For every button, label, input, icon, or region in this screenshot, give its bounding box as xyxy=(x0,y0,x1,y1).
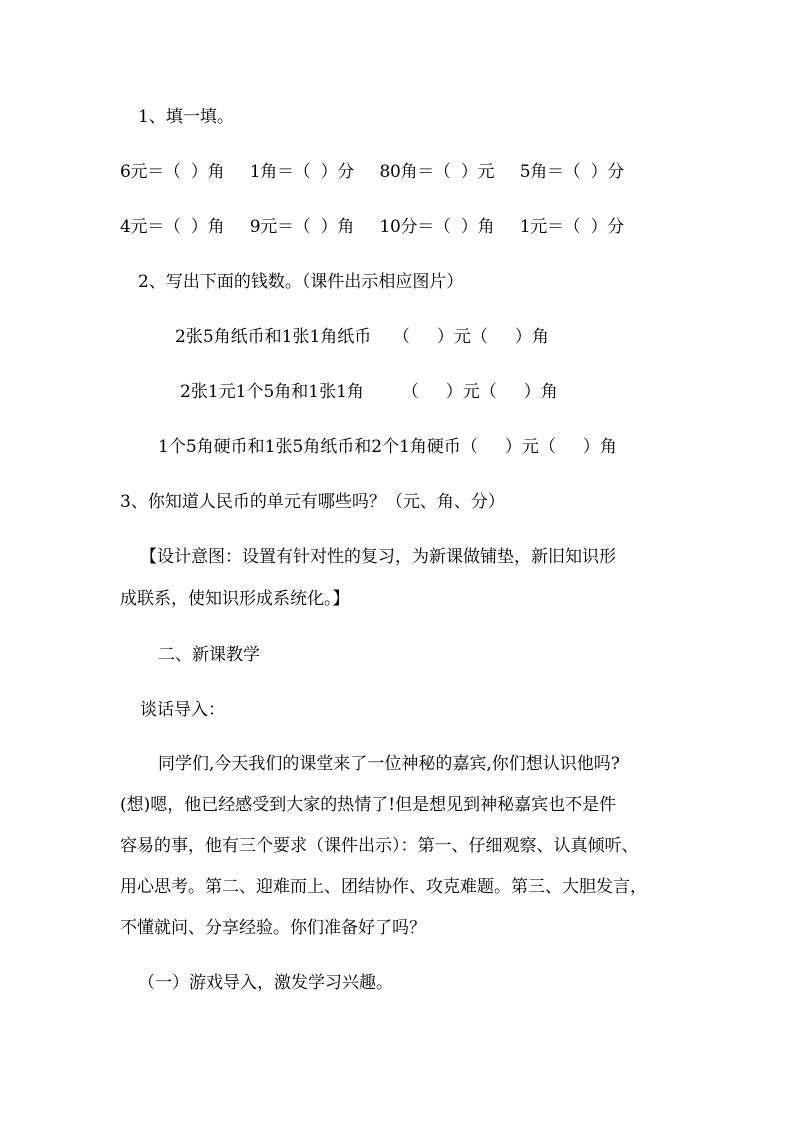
paragraph-line-3: 容易的事，他有三个要求（课件出示）：第一、仔细观察、认真倾听、 xyxy=(120,836,639,856)
subsection-one-heading: （一）游戏导入，激发学习兴趣。 xyxy=(138,973,393,993)
q2-item-3: 1个5角硬币和1张5角纸币和2个1角硬币（ ）元（ ）角 xyxy=(158,437,617,457)
q2-item-2: 2张1元1个5角和1张1角 （ ）元（ ）角 xyxy=(180,382,558,402)
q1-row-1: 6元＝（ ）角 1角＝（ ）分 80角＝（ ）元 5角＝（ ）分 xyxy=(120,162,624,182)
paragraph-line-1: 同学们,今天我们的课堂来了一位神秘的嘉宾,你们想认识他吗? xyxy=(158,754,620,774)
paragraph-line-5: 不懂就问、分享经验。你们准备好了吗？ xyxy=(120,918,426,938)
design-intent-line-2: 成联系，使知识形成系统化。】 xyxy=(120,589,350,609)
section-two-heading: 二、新课教学 xyxy=(158,645,260,665)
q1-heading: 1、填一填。 xyxy=(138,107,234,127)
paragraph-line-2: (想)嗯，他已经感受到大家的热情了!但是想见到神秘嘉宾也不是件 xyxy=(120,795,617,815)
talk-intro: 谈话导入： xyxy=(140,700,225,720)
design-intent-line-1: 【设计意图：设置有针对性的复习，为新课做铺垫，新旧知识形 xyxy=(140,547,616,567)
q3: 3、你知道人民币的单元有哪些吗？（元、角、分） xyxy=(120,492,505,512)
q2-item-1: 2张5角纸币和1张1角纸币 （ ）元（ ）角 xyxy=(175,327,549,347)
q1-row-2: 4元＝（ ）角 9元＝（ ）角 10分＝（ ）角 1元＝（ ）分 xyxy=(120,217,624,237)
q2-heading: 2、写出下面的钱数。（课件出示相应图片） xyxy=(138,272,464,292)
paragraph-line-4: 用心思考。第二、迎难而上、团结协作、攻克难题。第三、大胆发言， xyxy=(120,877,647,897)
